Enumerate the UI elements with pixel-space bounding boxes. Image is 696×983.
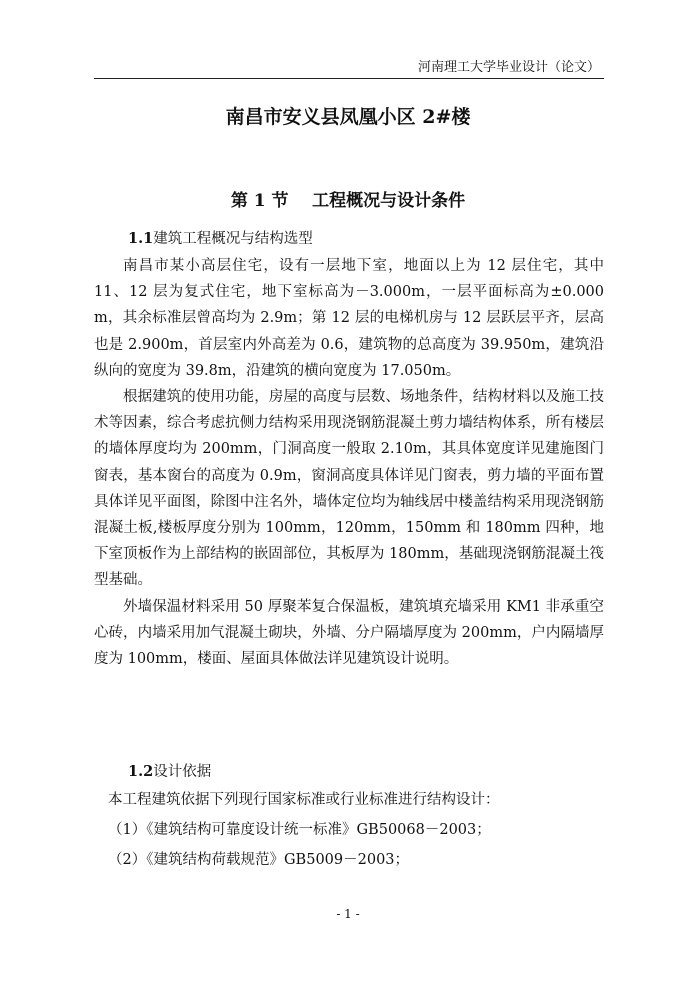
page-number: - 1 - bbox=[336, 907, 360, 921]
section-title: 工程概况与设计条件 bbox=[312, 191, 466, 211]
subsection-number: 1.2 bbox=[128, 763, 154, 780]
document-title: 南昌市安义县凤凰小区 2#楼 bbox=[225, 106, 471, 128]
paragraph-structure: 根据建筑的使用功能，房屋的高度与层数、场地条件，结构材料以及施工技术等因素，综合考虑抗侧力结构采用现浇钢筋混凝土剪力墙结构体系，所有楼层的墙体厚度均为 200mm，门洞高度一般取 2.10m，其具体宽度详见建施图门窗表，基本窗台的高度为 0.9m，窗洞高度具体详见门窗表，剪力墙的平面布置具体详见平面图，除图中注名外，墙体定位均为轴线居中楼盖结构采用现浇钢筋混凝土板,楼板厚度分别为 100mm，120mm，150mm 和 180mm 四种，地下室顶板作为上部结构的嵌固部位，其板厚为 180mm，基础现浇钢筋混凝土筏型基础。 bbox=[94, 389, 604, 589]
subsection-title: 设计依据 bbox=[153, 764, 212, 780]
paragraph-walls: 外墙保温材料采用 50 厚聚苯复合保温板，建筑填充墙采用 KM1 非承重空心砖，内墙采用加气混凝土砌块，外墙、分户隔墙厚度为 200mm，户内隔墙厚度为 100mm，楼面、屋面具体做法详见建筑设计说明。 bbox=[94, 598, 604, 668]
section-heading bbox=[0, 186, 696, 211]
page-header bbox=[94, 50, 604, 79]
section-number: 第 1 节 bbox=[230, 191, 289, 211]
paragraph-overview: 南昌市某小高层住宅，设有一层地下室，地面以上为 12 层住宅，其中 11、12 层为复式住宅，地下室标高为－3.000m，一层平面标高为±0.000 m，其余标准层曾高均为 2.9m；第 12 层的电梯机房与 12 层跃层平齐，层高也是 2.900m，首层室内外高差为 0.6，建筑物的总高度为 39.950m，建筑沿纵向的宽度为 39.8m，沿建筑的横向宽度为 17.050m。 bbox=[94, 258, 604, 379]
subsection-heading-1-1 bbox=[128, 227, 313, 248]
subsection-heading-1-2 bbox=[128, 760, 211, 781]
basis-intro: 本工程建筑依据下列现行国家标准或行业标准进行结构设计： bbox=[108, 792, 500, 808]
subsection-title: 建筑工程概况与结构选型 bbox=[153, 231, 313, 247]
basis-item: （1）《建筑结构可靠度设计统一标准》GB50068－2003； bbox=[108, 822, 491, 838]
basis-item: （2）《建筑结构荷载规范》GB5009－2003； bbox=[108, 852, 410, 868]
header-text: 河南理工大学毕业设计（论文） bbox=[417, 60, 600, 75]
subsection-number: 1.1 bbox=[128, 230, 154, 247]
body-text bbox=[94, 253, 604, 672]
